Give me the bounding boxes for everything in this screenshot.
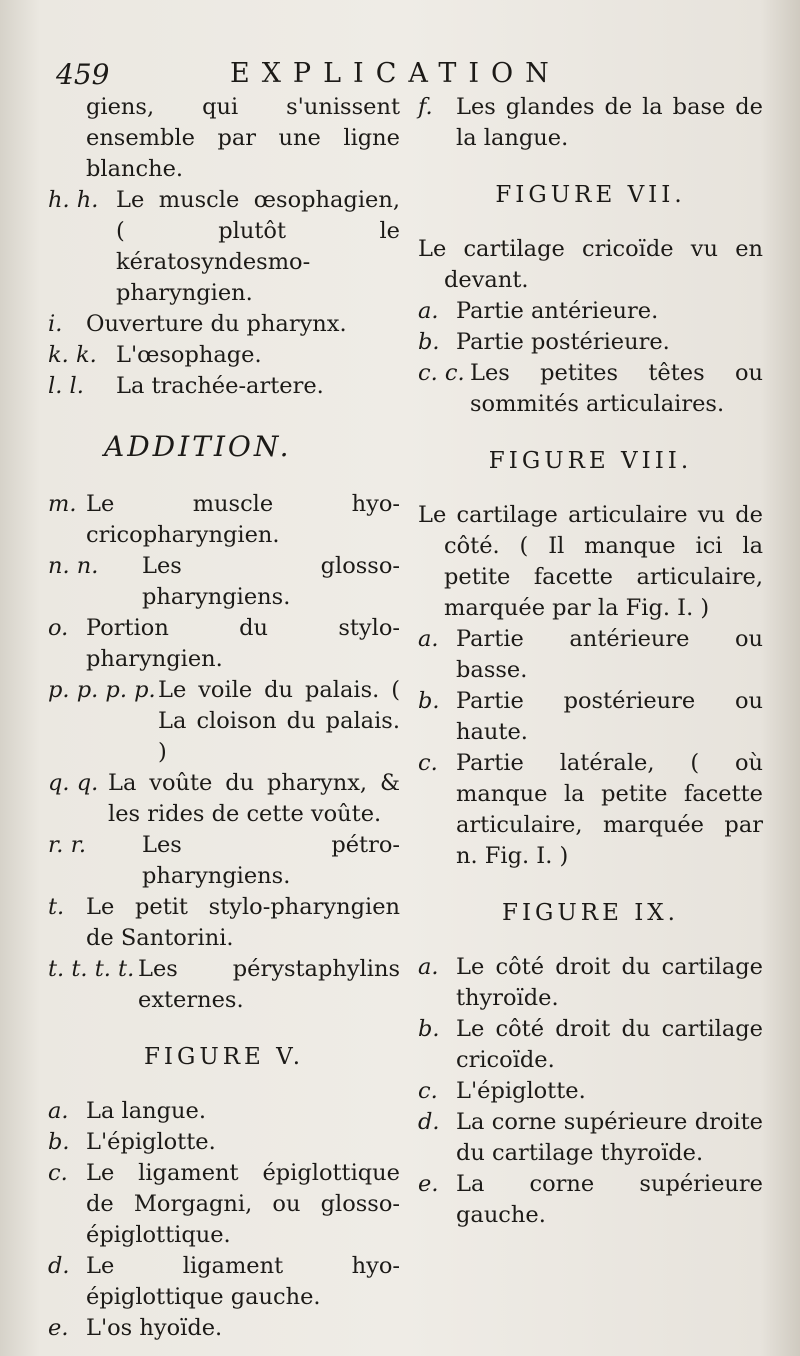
legend-entry [48,892,400,954]
section-heading-figure-9: FIGURE IX. [502,900,679,926]
entry-label: l. l. [48,373,84,399]
entry-text: La corne supérieure droite du cartilage thyroïde. [456,1109,763,1166]
legend-entry [48,768,400,830]
entry-label: h. h. [48,187,99,213]
legend-entry [418,1076,763,1107]
section-heading-figure-8: FIGURE VIII. [488,448,693,474]
legend-entry [48,92,400,185]
entry-text: Le petit stylo-pharyngien de Santorini. [86,894,400,951]
entry-text: L'épiglotte. [86,1129,216,1155]
entry-label: p. p. p. p. [48,677,156,703]
entry-label: o. [48,615,69,641]
legend-entry [418,952,763,1014]
entry-text: Le muscle œsophagien, ( plutôt le kératosyndesmo-pharyngien. [116,187,400,306]
entry-label: e. [418,1171,439,1197]
legend-entry [48,830,400,892]
legend-entry [418,327,763,358]
entry-label: b. [418,329,440,355]
entry-text: Les petites têtes ou sommités articulaires. [470,360,763,417]
entry-label: b. [418,688,440,714]
page-header [0,58,800,92]
entry-text: Partie antérieure. [456,298,659,324]
entry-label: d. [48,1253,70,1279]
legend-entry [418,1107,763,1169]
legend-entry [48,1158,400,1251]
entry-label: r. r. [48,832,87,858]
legend-entry [48,489,400,551]
entry-text: Les glosso-pharyngiens. [142,553,400,610]
entry-text: Partie antérieure ou basse. [456,626,763,683]
section-heading-addition: ADDITION. [104,430,292,463]
entry-text: La corne supérieure gauche. [456,1171,763,1228]
entry-text: Le muscle hyo-cricopharyngien. [86,491,400,548]
entry-text: La trachée-artere. [116,373,324,399]
entry-label: n. n. [48,553,99,579]
legend-entry [418,624,763,686]
entry-label: b. [418,1016,440,1042]
legend-entry [48,309,400,340]
entry-label: i. [48,311,63,337]
entry-text: Le côté droit du cartilage thyroïde. [456,954,763,1011]
page-number: 459 [56,58,110,91]
section-heading-figure-7: FIGURE VII. [495,182,686,208]
legend-entry [48,371,400,402]
entry-label: q. q. [48,770,99,796]
legend-entry [48,340,400,371]
legend-entry [48,1313,400,1344]
figure-7-intro: Le cartilage cricoïde vu en devant. [418,236,763,293]
section-heading-figure-5: FIGURE V. [143,1044,305,1070]
legend-entry [418,1169,763,1231]
legend-entry [48,185,400,309]
entry-label: c. [418,1078,438,1104]
entry-label: t. t. t. t. [48,956,135,982]
entry-label: c. c. [418,360,465,386]
entry-label: c. [48,1160,68,1186]
entry-text: L'os hyoïde. [86,1315,223,1341]
entry-label: m. [48,491,77,517]
entry-label: b. [48,1129,70,1155]
entry-label: k. k. [48,342,97,368]
entry-label: t. [48,894,65,920]
entry-label: e. [48,1315,69,1341]
entry-text: Le voile du palais. ( La cloison du palais. ) [158,677,400,765]
legend-entry [48,551,400,613]
legend-entry [418,296,763,327]
running-head: EXPLICATION [230,58,561,89]
legend-entry [48,1127,400,1158]
entry-label: a. [48,1098,69,1124]
entry-text: Les pétro-pharyngiens. [142,832,400,889]
legend-entry [418,1014,763,1076]
entry-text: Les pérystaphylins externes. [138,956,400,1013]
entry-label: f. [418,94,433,120]
right-column [418,92,763,1231]
figure-8-intro: Le cartilage articulaire vu de côté. ( Il manque ici la petite facette articulaire, marquée par la Fig. I. ) [418,502,763,621]
entry-label: c. [418,750,438,776]
entry-text: giens, qui s'unissent ensemble par une ligne blanche. [86,94,400,182]
entry-text: La langue. [86,1098,206,1124]
legend-entry [418,358,763,420]
legend-entry [48,1096,400,1127]
entry-text: Partie latérale, ( où manque la petite facette articulaire, marquée par n. Fig. I. ) [456,750,763,869]
entry-text: Le ligament épiglottique de Morgagni, ou glosso-épiglottique. [86,1160,400,1248]
legend-entry [418,92,763,154]
entry-label: a. [418,954,439,980]
entry-label: a. [418,298,439,324]
entry-text: Partie postérieure. [456,329,670,355]
entry-label: a. [418,626,439,652]
entry-text: Le ligament hyo-épiglottique gauche. [86,1253,400,1310]
legend-entry [48,613,400,675]
legend-entry [48,954,400,1016]
left-column [48,92,400,1344]
entry-label: d. [418,1109,440,1135]
legend-entry [48,1251,400,1313]
entry-text: Partie postérieure ou haute. [456,688,763,745]
entry-text: Les glandes de la base de la langue. [456,94,763,151]
legend-entry [418,686,763,748]
entry-text: Ouverture du pharynx. [86,311,347,337]
legend-entry [418,748,763,872]
entry-text: Portion du stylo-pharyngien. [86,615,400,672]
legend-entry [48,675,400,768]
entry-text: Le côté droit du cartilage cricoïde. [456,1016,763,1073]
entry-text: L'épiglotte. [456,1078,586,1104]
entry-text: L'œsophage. [116,342,262,368]
entry-text: La voûte du pharynx, & les rides de cette voûte. [108,770,400,827]
